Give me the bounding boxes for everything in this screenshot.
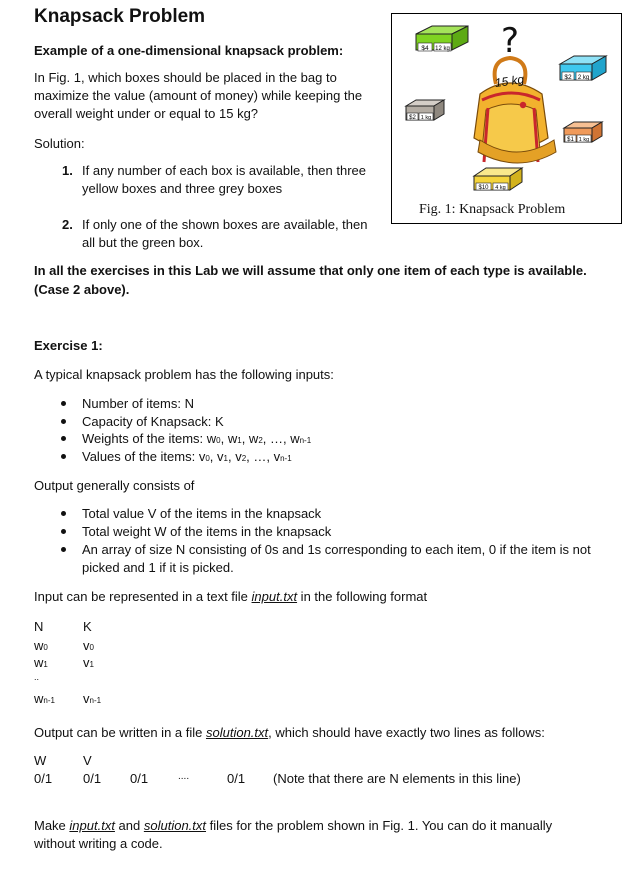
orange-box-price: $1 [567, 137, 574, 143]
bullet [61, 529, 66, 534]
format-v0: v0 [83, 638, 94, 653]
format-wn: wn-1 [34, 691, 55, 706]
assumption-line-2: (Case 2 above). [34, 282, 130, 297]
exercise-heading: Exercise 1: [34, 338, 103, 353]
bullet [61, 511, 66, 516]
sol-cell: 0/1 [227, 771, 246, 786]
output-intro: Output generally consists of [34, 478, 195, 493]
sol-cell: 0/1 [83, 771, 102, 786]
sol-ellipsis: .... [178, 771, 190, 782]
yellow-box-weight: 4 kg [495, 185, 506, 191]
format-dots: .. [34, 672, 40, 682]
solution-item-2-line-2: all but the green box. [82, 235, 204, 250]
question-mark: ? [500, 21, 520, 61]
bullet [61, 419, 66, 424]
sol-cell: 0/1 [34, 771, 53, 786]
format-w0: w0 [34, 638, 48, 653]
input-item-1: Number of items: N [82, 396, 194, 411]
format-vn: vn-1 [83, 691, 102, 706]
sol-v: V [83, 753, 92, 768]
output-item-2: Total weight W of the items in the knapsack [82, 524, 332, 539]
question-line-1: In Fig. 1, which boxes should be placed in the bag to [34, 70, 337, 85]
green-box [416, 26, 468, 52]
format-k: K [83, 619, 92, 634]
bag-capacity-label: 15 kg [493, 72, 525, 91]
page-title: Knapsack Problem [34, 6, 206, 27]
blue-box [560, 56, 606, 81]
question-line-3: overall weight under or equal to 15 kg? [34, 106, 259, 121]
format-v1: v1 [83, 655, 94, 670]
input-item-4: Values of the items: v0, v1, v2, …, vn-1 [82, 449, 292, 464]
grey-box-weight: 1 kg [420, 115, 432, 121]
grey-box [406, 100, 444, 121]
figure-knapsack [391, 13, 622, 224]
solution-label: Solution: [34, 136, 85, 151]
green-box-weight: 12 kg [435, 46, 450, 52]
bullet [61, 401, 66, 406]
input-item-3: Weights of the items: w0, w1, w2, …, wn-1 [82, 431, 312, 446]
output-repr-line: Output can be written in a file solution.txt, which should have exactly two lines as follows: [34, 725, 545, 740]
output-item-1: Total value V of the items in the knapsack [82, 506, 322, 521]
solution-item-1-line-1: If any number of each box is available, then three [82, 163, 367, 178]
input-item-2: Capacity of Knapsack: K [82, 414, 224, 429]
yellow-box-price: $10 [478, 185, 489, 191]
solution-item-2-number: 2. [62, 217, 73, 232]
input-repr-line: Input can be represented in a text file input.txt in the following format [34, 589, 428, 604]
backpack [474, 58, 556, 163]
sol-note: (Note that there are N elements in this line) [273, 771, 521, 786]
example-heading: Example of a one-dimensional knapsack problem: [34, 43, 344, 58]
knapsack-illustration [392, 14, 621, 223]
final-line-1: Make input.txt and solution.txt files for the problem shown in Fig. 1. You can do it manually [34, 818, 553, 833]
sol-w: W [34, 753, 47, 768]
bullet [61, 454, 66, 459]
output-item-3: An array of size N consisting of 0s and 1s corresponding to each item, 0 if the item is not [82, 542, 591, 557]
format-w1: w1 [34, 655, 48, 670]
solution-item-2-line-1: If only one of the shown boxes are available, then [82, 217, 368, 232]
format-n: N [34, 619, 44, 634]
solution-item-1-number: 1. [62, 163, 73, 178]
output-item-3-cont: picked and 1 if it is picked. [82, 560, 234, 575]
figure-caption: Fig. 1: Knapsack Problem [419, 202, 566, 217]
inputs-intro: A typical knapsack problem has the following inputs: [34, 367, 334, 382]
solution-file-name: solution.txt [205, 725, 269, 740]
orange-box [564, 122, 602, 143]
blue-box-price: $2 [564, 74, 572, 81]
yellow-box [474, 168, 522, 191]
blue-box-weight: 2 kg [577, 75, 590, 81]
sol-cell: 0/1 [130, 771, 149, 786]
bullet [61, 547, 66, 552]
question-line-2: maximize the value (amount of money) while keeping the [34, 88, 363, 103]
input-file-name: input.txt [251, 589, 298, 604]
grey-box-price: $2 [409, 115, 416, 121]
green-box-price: $4 [421, 45, 429, 52]
bullet [61, 436, 66, 441]
final-line-2: without writing a code. [34, 836, 163, 851]
orange-box-weight: 1 kg [578, 137, 590, 143]
assumption-line-1: In all the exercises in this Lab we will assume that only one item of each type is available. [34, 263, 587, 278]
solution-item-1-line-2: yellow boxes and three grey boxes [82, 181, 283, 196]
